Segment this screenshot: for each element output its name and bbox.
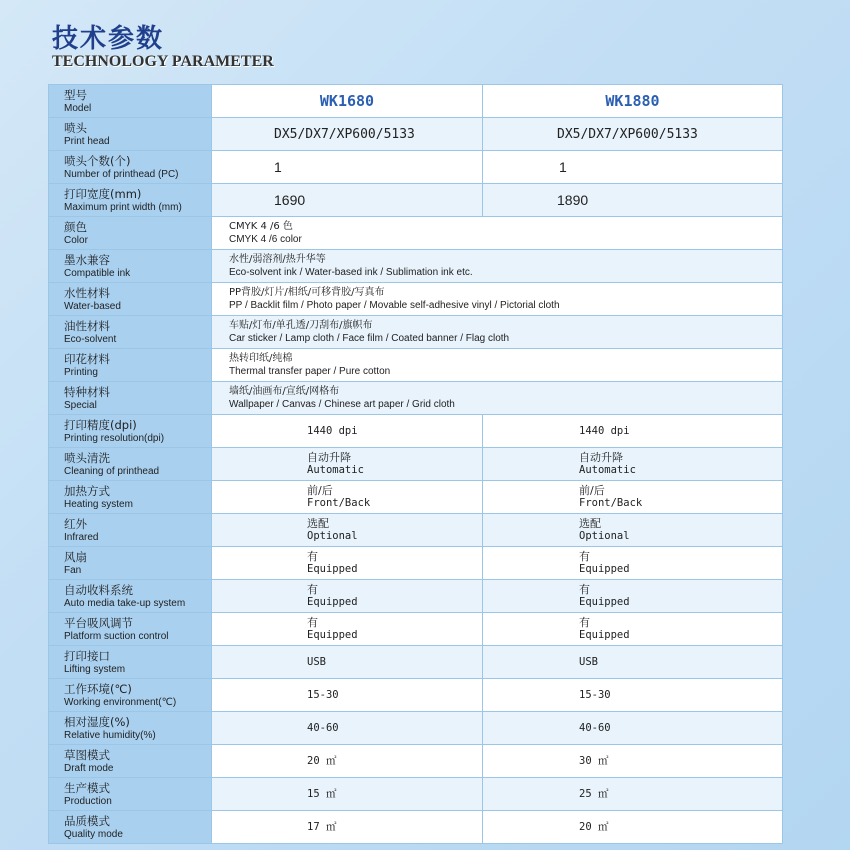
value-cell: 有 Equipped	[212, 547, 483, 580]
value-cell: 1	[483, 151, 783, 184]
table-row	[49, 613, 783, 646]
value-cell: 选配 Optional	[212, 514, 483, 547]
row-label: 打印接口 Lifting system	[49, 646, 212, 679]
row-label: 打印宽度(mm) Maximum print width (mm)	[49, 184, 212, 217]
row-label: 自动收料系统 Auto media take-up system	[49, 580, 212, 613]
table-row	[49, 811, 783, 844]
row-label: 工作环境(℃) Working environment(℃)	[49, 679, 212, 712]
row-label: 喷头个数(个) Number of printhead (PC)	[49, 151, 212, 184]
model-header-1: WK1680	[212, 85, 483, 118]
row-label: 水性材料 Water-based	[49, 283, 212, 316]
table-row	[49, 415, 783, 448]
value-cell: 1690	[212, 184, 483, 217]
value-cell: USB	[212, 646, 483, 679]
value-cell: 水性/弱溶剂/热升华等 Eco-solvent ink / Water-based ink / Sublimation ink etc.	[212, 250, 783, 283]
table-row	[49, 184, 783, 217]
value-cell: 30 ㎡	[483, 745, 783, 778]
row-label: 平台吸风调节 Platform suction control	[49, 613, 212, 646]
value-cell: 有 Equipped	[483, 547, 783, 580]
value-cell: DX5/DX7/XP600/5133	[212, 118, 483, 151]
table-row	[49, 250, 783, 283]
value-cell: 20 ㎡	[212, 745, 483, 778]
value-cell: 墙纸/油画布/宣纸/网格布 Wallpaper / Canvas / Chinese art paper / Grid cloth	[212, 382, 783, 415]
page-subtitle: TECHNOLOGY PARAMETER	[52, 53, 274, 70]
value-cell: 1	[212, 151, 483, 184]
value-cell: 前/后 Front/Back	[483, 481, 783, 514]
row-label: 印花材料 Printing	[49, 349, 212, 382]
value-cell: USB	[483, 646, 783, 679]
table-row	[49, 514, 783, 547]
row-label: 型号 Model	[49, 85, 212, 118]
table-row	[49, 547, 783, 580]
value-cell: 15 ㎡	[212, 778, 483, 811]
table-row	[49, 580, 783, 613]
spec-table	[48, 84, 783, 844]
table-row	[49, 382, 783, 415]
table-row	[49, 217, 783, 250]
table-row	[49, 679, 783, 712]
value-cell: CMYK 4 /6 色 CMYK 4 /6 color	[212, 217, 783, 250]
row-label: 加热方式 Heating system	[49, 481, 212, 514]
row-label: 品质模式 Quality mode	[49, 811, 212, 844]
spec-table-container	[48, 84, 782, 844]
row-label: 风扇 Fan	[49, 547, 212, 580]
table-row	[49, 448, 783, 481]
value-cell: 17 ㎡	[212, 811, 483, 844]
row-label: 喷头 Print head	[49, 118, 212, 151]
table-row	[49, 85, 783, 118]
value-cell: 1890	[483, 184, 783, 217]
value-cell: 选配 Optional	[483, 514, 783, 547]
table-row	[49, 118, 783, 151]
row-label: 草图模式 Draft mode	[49, 745, 212, 778]
row-label: 喷头清洗 Cleaning of printhead	[49, 448, 212, 481]
value-cell: 15-30	[483, 679, 783, 712]
table-row	[49, 778, 783, 811]
table-row	[49, 481, 783, 514]
table-row	[49, 283, 783, 316]
table-row	[49, 712, 783, 745]
value-cell: 有 Equipped	[212, 613, 483, 646]
table-row	[49, 646, 783, 679]
value-cell: 有 Equipped	[212, 580, 483, 613]
value-cell: 有 Equipped	[483, 580, 783, 613]
value-cell: 15-30	[212, 679, 483, 712]
row-label: 红外 Infrared	[49, 514, 212, 547]
table-row	[49, 151, 783, 184]
value-cell: 有 Equipped	[483, 613, 783, 646]
row-label: 特种材料 Special	[49, 382, 212, 415]
row-label: 打印精度(dpi) Printing resolution(dpi)	[49, 415, 212, 448]
value-cell: 自动升降 Automatic	[483, 448, 783, 481]
row-label: 相对湿度(%) Relative humidity(%)	[49, 712, 212, 745]
model-header-2: WK1880	[483, 85, 783, 118]
value-cell: 40-60	[483, 712, 783, 745]
value-cell: PP背胶/灯片/相纸/可移背胶/写真布 PP / Backlit film / Photo paper / Movable self-adhesive vinyl / Pictorial cloth	[212, 283, 783, 316]
value-cell: 20 ㎡	[483, 811, 783, 844]
value-cell: 前/后 Front/Back	[212, 481, 483, 514]
table-row	[49, 349, 783, 382]
value-cell: 40-60	[212, 712, 483, 745]
row-label: 生产模式 Production	[49, 778, 212, 811]
page-title: 技术参数	[52, 24, 165, 54]
table-row	[49, 316, 783, 349]
value-cell: 车贴/灯布/单孔透/刀刮布/旗帜布 Car sticker / Lamp cloth / Face film / Coated banner / Flag cloth	[212, 316, 783, 349]
row-label: 油性材料 Eco-solvent	[49, 316, 212, 349]
value-cell: 25 ㎡	[483, 778, 783, 811]
value-cell: 1440 dpi	[212, 415, 483, 448]
value-cell: 热转印纸/纯棉 Thermal transfer paper / Pure cotton	[212, 349, 783, 382]
table-row	[49, 745, 783, 778]
value-cell: DX5/DX7/XP600/5133	[483, 118, 783, 151]
value-cell: 自动升降 Automatic	[212, 448, 483, 481]
value-cell: 1440 dpi	[483, 415, 783, 448]
row-label: 颜色 Color	[49, 217, 212, 250]
row-label: 墨水兼容 Compatible ink	[49, 250, 212, 283]
